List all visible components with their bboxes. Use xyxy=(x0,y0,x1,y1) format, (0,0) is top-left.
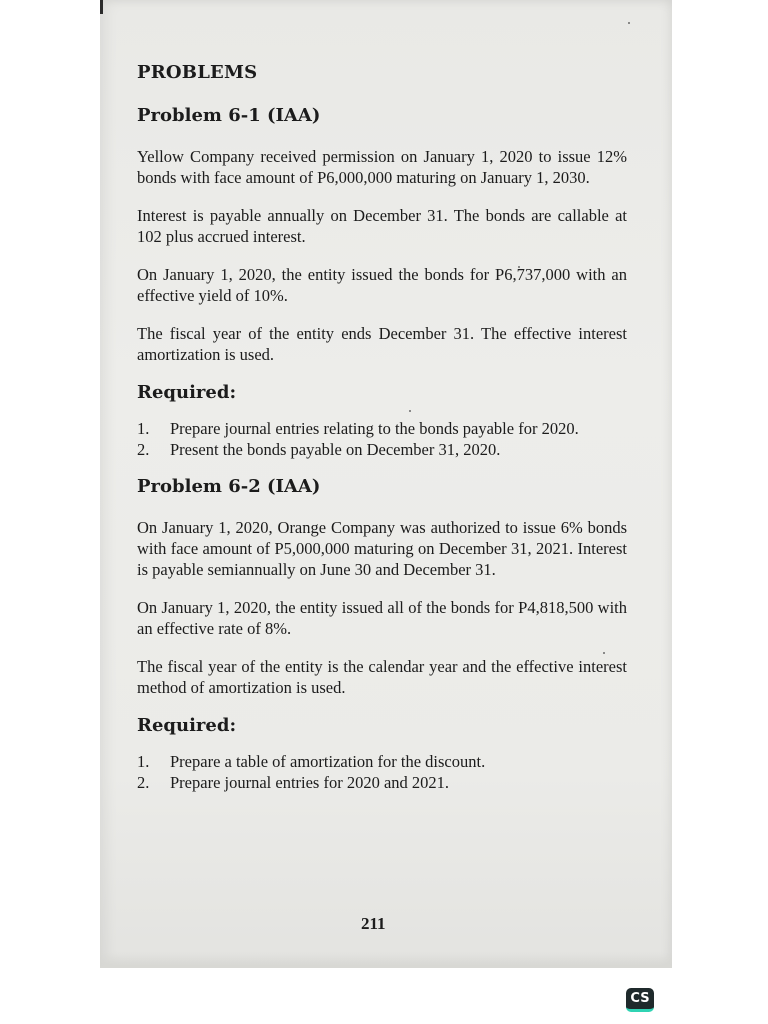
problem-paragraph: The fiscal year of the entity ends December 31. The effective interest amortization is used. xyxy=(137,324,627,364)
list-item-text: Prepare journal entries for 2020 and 2021. xyxy=(170,773,450,792)
document-body xyxy=(137,62,627,809)
problem-paragraph: Interest is payable annually on December 31. The bonds are callable at 102 plus accrued interest. xyxy=(137,206,627,246)
problem-paragraph: On January 1, 2020, the entity issued the bonds for P6,737,000 with an effective yield of 10%. xyxy=(137,265,627,305)
camscanner-logo-icon: CS xyxy=(626,988,654,1012)
list-item-number: 2. xyxy=(137,773,150,792)
list-item-text: Prepare journal entries relating to the bonds payable for 2020. xyxy=(170,419,579,438)
required-heading: Required: xyxy=(137,715,237,736)
list-item-number: 1. xyxy=(137,419,150,438)
required-list xyxy=(137,419,627,460)
list-item xyxy=(137,440,627,460)
binding-edge-mark xyxy=(100,0,103,14)
section-heading: PROBLEMS xyxy=(137,62,258,83)
problem-paragraph: On January 1, 2020, Orange Company was authorized to issue 6% bonds with face amount of P5,000,000 maturing on December 31, 2021. Interest is payable semiannually on June 30 and December 31. xyxy=(137,518,627,579)
required-heading: Required: xyxy=(137,382,237,403)
paper-bottom-shadow xyxy=(100,952,672,968)
list-item xyxy=(137,419,627,439)
scan-speck xyxy=(628,22,630,24)
page-number: 211 xyxy=(361,914,386,933)
problem-title: Problem 6-1 (IAA) xyxy=(137,105,321,126)
problem-paragraph: The fiscal year of the entity is the calendar year and the effective interest method of amortization is used. xyxy=(137,657,627,697)
problem-paragraph: Yellow Company received permission on January 1, 2020 to issue 12% bonds with face amount of P6,000,000 maturing on January 1, 2030. xyxy=(137,147,627,187)
list-item-number: 2. xyxy=(137,440,150,459)
list-item-text: Prepare a table of amortization for the discount. xyxy=(170,752,486,771)
required-list xyxy=(137,752,627,793)
list-item-text: Present the bonds payable on December 31, 2020. xyxy=(170,440,501,459)
list-item xyxy=(137,773,627,793)
problem-paragraph: On January 1, 2020, the entity issued all of the bonds for P4,818,500 with an effective rate of 8%. xyxy=(137,598,627,638)
problem-title: Problem 6-2 (IAA) xyxy=(137,476,321,497)
list-item xyxy=(137,752,627,772)
list-item-number: 1. xyxy=(137,752,150,771)
